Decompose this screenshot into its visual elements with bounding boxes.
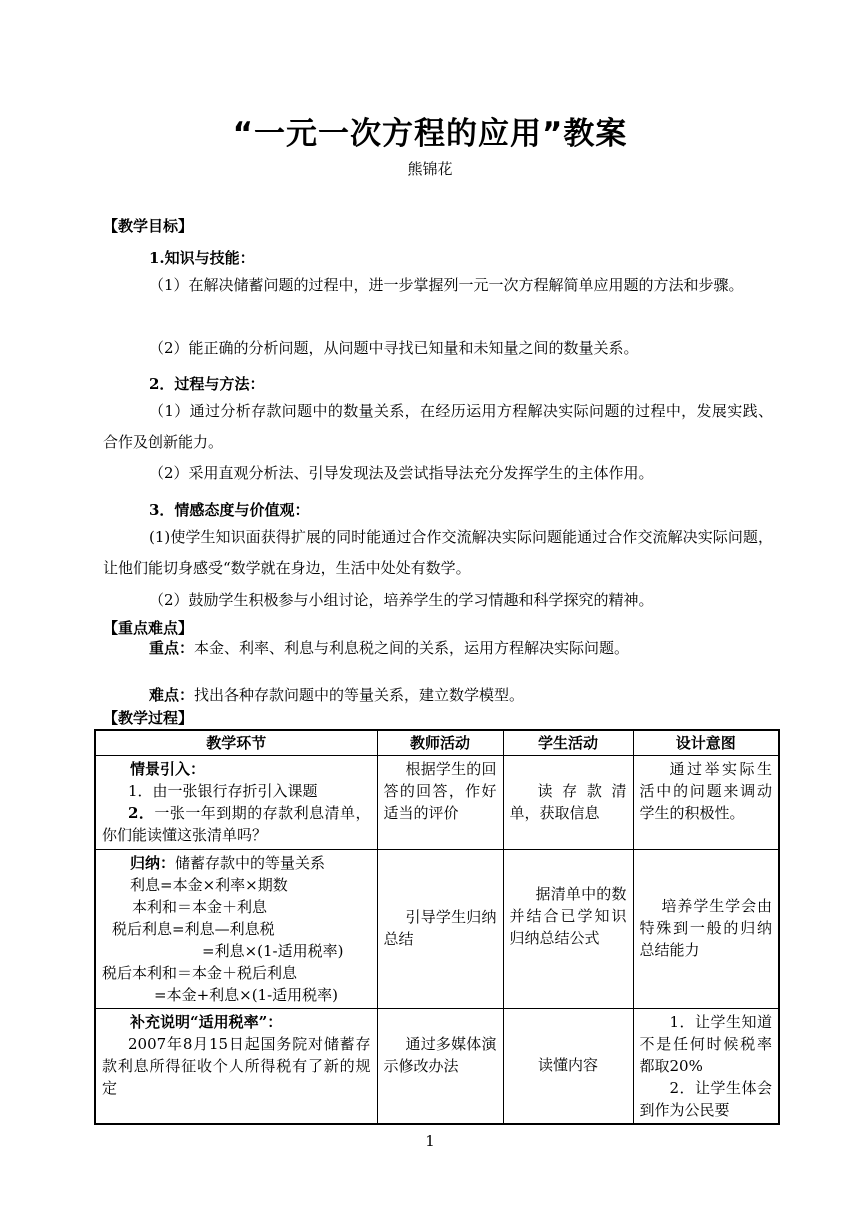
- table-row: [95, 756, 779, 850]
- section-3-title: 3．情感态度与价值观：: [149, 501, 310, 519]
- column-header: 教师活动: [377, 730, 503, 756]
- student-activity: 读存款清单，获取信息: [503, 756, 633, 850]
- stage-text: 2007年8月15日起国务院对储蓄存款利息所得征收个人所得税有了新的规定: [102, 1035, 371, 1097]
- section-1-paragraph-1: （1）在解决储蓄问题的过程中，进一步掌握列一元一次方程解简单应用题的方法和步骤。: [149, 276, 744, 294]
- process-heading: 【教学过程】: [103, 709, 194, 727]
- difficulty-line: [149, 685, 524, 705]
- design-intent: 培养学生学会由特殊到一般的归纳总结能力: [633, 850, 779, 1009]
- key-point-line: [149, 638, 629, 658]
- table-header-row: [95, 730, 779, 756]
- teacher-activity: 引导学生归纳总结: [377, 850, 503, 1009]
- column-header: 教学环节: [95, 730, 377, 756]
- stage-line: 1．由一张银行存折引入课题: [128, 782, 318, 800]
- stage-cell: [95, 756, 377, 850]
- teaching-process-table: [94, 729, 780, 1125]
- column-header: 学生活动: [503, 730, 633, 756]
- intent-line: 2．让学生体会到作为公民要: [639, 1079, 772, 1119]
- key-point-label: 重点：: [149, 639, 195, 657]
- section-1-paragraph-2: （2）能正确的分析问题，从问题中寻找已知量和未知量之间的数量关系。: [149, 339, 639, 357]
- design-intent: 通过举实际生活中的问题来调动学生的积极性。: [633, 756, 779, 850]
- key-points-heading: 【重点难点】: [103, 619, 194, 637]
- section-3-paragraph-2: （2）鼓励学生积极参与小组讨论，培养学生的学习情趣和科学探究的精神。: [149, 591, 654, 609]
- formula-line: =利息×(1-适用税率): [202, 942, 344, 960]
- difficulty-text: 找出各种存款问题中的等量关系，建立数学模型。: [194, 686, 525, 704]
- teacher-activity: 通过多媒体演示修改办法: [377, 1009, 503, 1125]
- section-2-paragraph-1: （1）通过分析存款问题中的数量关系，在经历运用方程解决实际问题的过程中，发展实践、合作及创新能力。: [103, 402, 773, 451]
- stage-line: 2．一张一年到期的存款利息清单，你们能读懂这张清单吗？: [102, 804, 371, 844]
- table-row: [95, 1009, 779, 1125]
- formula-line: 税后利息=利息—利息税: [112, 920, 275, 938]
- design-intent: [633, 1009, 779, 1125]
- section-2-paragraph-2: （2）采用直观分析法、引导发现法及尝试指导法充分发挥学生的主体作用。: [149, 464, 654, 482]
- page-number: 1: [425, 1132, 435, 1150]
- stage-cell: [95, 850, 377, 1009]
- column-header: 设计意图: [633, 730, 779, 756]
- goals-heading: 【教学目标】: [103, 217, 194, 235]
- student-activity: 据清单中的数并结合已学知识归纳总结公式: [503, 850, 633, 1009]
- formula-line: 本利和＝本金＋利息: [132, 898, 268, 916]
- stage-title-line: 归纳：储蓄存款中的等量关系: [130, 854, 326, 872]
- formula-line: =本金+利息×(1-适用税率): [154, 986, 339, 1004]
- section-2-title: 2．过程与方法：: [149, 375, 265, 393]
- stage-title: 情景引入：: [130, 760, 206, 778]
- stage-cell: [95, 1009, 377, 1125]
- formula-line: 利息=本金×利率×期数: [130, 876, 288, 894]
- table-row: [95, 850, 779, 1009]
- document-title: “一元一次方程的应用”教案: [232, 116, 628, 152]
- stage-title: 补充说明“适用税率”：: [130, 1013, 283, 1031]
- section-3-paragraph-1: (1)使学生知识面获得扩展的同时能通过合作交流解决实际问题能通过合作交流解决实际问题，让他们能切身感受“数学就在身边，生活中处处有数学。: [103, 528, 773, 577]
- section-1-title: 1.知识与技能：: [149, 249, 255, 267]
- student-activity: 读懂内容: [503, 1009, 633, 1125]
- formula-line: 税后本利和＝本金＋税后利息: [102, 964, 298, 982]
- author-name: 熊锦花: [407, 160, 453, 178]
- key-point-text: 本金、利率、利息与利息税之间的关系，运用方程解决实际问题。: [194, 639, 630, 657]
- intent-line: 1．让学生知道不是任何时候税率都取20%: [639, 1013, 772, 1075]
- teacher-activity: 根据学生的回答的回答，作好适当的评价: [377, 756, 503, 850]
- difficulty-label: 难点：: [149, 686, 195, 704]
